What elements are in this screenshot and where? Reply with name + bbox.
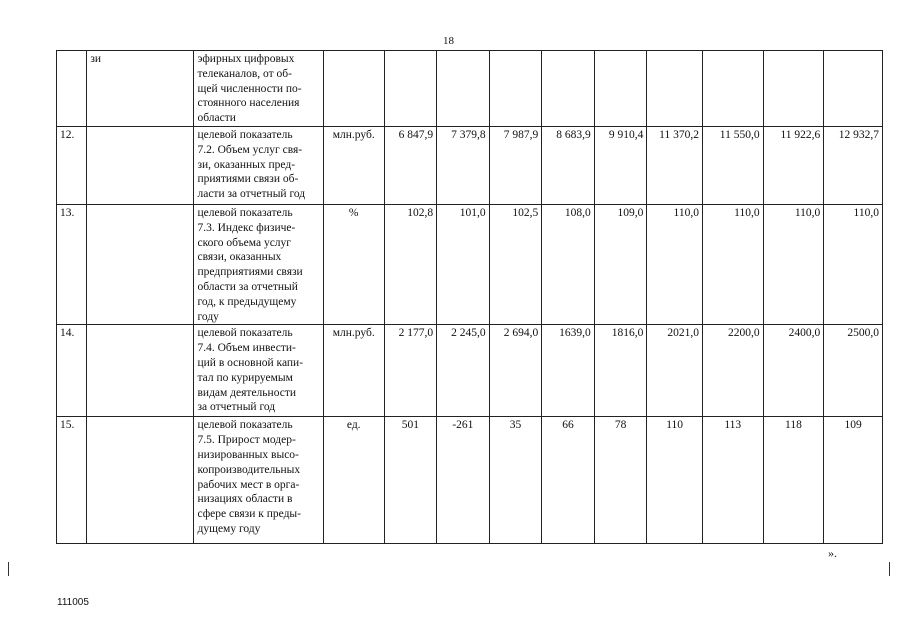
value-cell: 2 177,0 [384,325,437,417]
value-cell [489,51,542,127]
table-row [57,204,883,324]
value-cell: 109,0 [594,204,647,324]
description-line: целевой показатель [197,419,293,432]
value-cell: 66 [542,417,595,544]
scan-margin-mark [8,562,9,576]
unit-cell: % [323,204,384,324]
description-line: ласти за отчетный год [197,188,306,201]
table-row-continuation [57,51,883,127]
value-cell: 12 932,7 [824,126,883,204]
description-line: области за отчетный [197,280,298,293]
value-cell [594,51,647,127]
indicator-description-cell [194,126,323,204]
program-name-cell: зи [87,51,194,127]
value-cell: 2500,0 [824,325,883,417]
description-line: связи, оказанных [197,251,282,264]
value-cell: 501 [384,417,437,544]
description-line: видам деятельности [197,386,297,399]
unit-cell [323,51,384,127]
description-line: сфере связи к преды- [197,508,301,521]
description-line: 7.5. Прирост модер- [197,434,296,447]
value-cell: 35 [489,417,542,544]
value-cell: 7 987,9 [489,126,542,204]
value-cell: 110,0 [763,204,824,324]
program-name-cell [87,204,194,324]
description-line: ций в основной капи- [197,356,304,369]
value-cell: 9 910,4 [594,126,647,204]
description-line: предприятиями связи [197,266,303,279]
value-cell: 101,0 [437,204,490,324]
description-line: низированных высо- [197,448,299,461]
value-cell: 1816,0 [594,325,647,417]
description-line: целевой показатель [197,128,293,141]
value-cell: 110,0 [647,204,703,324]
description-line: приятиями связи об- [197,173,299,186]
indicator-description-cell [194,325,323,417]
value-cell [647,51,703,127]
description-line: эфирных цифровых [197,53,295,65]
program-name-cell [87,417,194,544]
value-cell: 6 847,9 [384,126,437,204]
row-number-cell: 12. [57,126,87,204]
value-cell: 11 370,2 [647,126,703,204]
value-cell: 108,0 [542,204,595,324]
program-name-cell [87,126,194,204]
value-cell: 1639,0 [542,325,595,417]
value-cell: 11 550,0 [702,126,763,204]
description-line: ского объема услуг [197,236,292,249]
description-line: целевой показатель [197,327,293,340]
description-line: тал по курируемым [197,371,293,384]
description-line: стоянного населения [197,97,300,110]
value-cell: 110,0 [702,204,763,324]
description-line: копроизводительных [197,463,301,476]
indicators-table [56,50,883,544]
footer-document-code: 111005 [57,597,89,608]
indicator-description-cell [194,417,323,544]
value-cell: 2021,0 [647,325,703,417]
value-cell [384,51,437,127]
indicator-description-cell [194,204,323,324]
row-number-cell [57,51,87,127]
closing-quote-mark: ». [828,546,837,560]
value-cell: 109 [824,417,883,544]
description-line: низациях области в [197,493,293,506]
description-line: дущему году [197,522,261,535]
description-line: 7.3. Индекс физиче- [197,221,296,234]
description-line: щей численности по- [197,82,302,95]
value-cell: 11 922,6 [763,126,824,204]
indicator-description-cell [194,51,323,127]
description-line: год, к предыдущему [197,295,297,308]
description-line: 7.2. Объем услуг свя- [197,143,303,156]
value-cell: 2 694,0 [489,325,542,417]
value-cell [763,51,824,127]
description-line: телеканалов, от об- [197,67,292,80]
value-cell: 2400,0 [763,325,824,417]
value-cell: 102,8 [384,204,437,324]
table-row [57,325,883,417]
scan-margin-mark [889,562,890,576]
row-number-cell: 13. [57,204,87,324]
value-cell: 2200,0 [702,325,763,417]
description-line: 7.4. Объем инвести- [197,342,296,355]
value-cell: 8 683,9 [542,126,595,204]
row-number-cell: 14. [57,325,87,417]
value-cell: 7 379,8 [437,126,490,204]
value-cell: 78 [594,417,647,544]
value-cell [824,51,883,127]
value-cell: 110 [647,417,703,544]
description-line: области [197,112,236,125]
unit-cell: млн.руб. [323,325,384,417]
description-line: целевой показатель [197,206,293,219]
unit-cell: млн.руб. [323,126,384,204]
value-cell: 110,0 [824,204,883,324]
value-cell [702,51,763,127]
value-cell [542,51,595,127]
description-line: рабочих мест в орга- [197,478,300,491]
value-cell [437,51,490,127]
program-name-cell [87,325,194,417]
value-cell: 113 [702,417,763,544]
value-cell: 102,5 [489,204,542,324]
description-line: году [197,310,219,323]
row-number-cell: 15. [57,417,87,544]
value-cell: 2 245,0 [437,325,490,417]
description-line: за отчетный год [197,401,276,414]
value-cell: 118 [763,417,824,544]
page-number: 18 [443,35,454,47]
description-line: зи, оказанных пред- [197,158,296,171]
table-row [57,126,883,204]
table-row [57,417,883,544]
unit-cell: ед. [323,417,384,544]
value-cell: -261 [437,417,490,544]
